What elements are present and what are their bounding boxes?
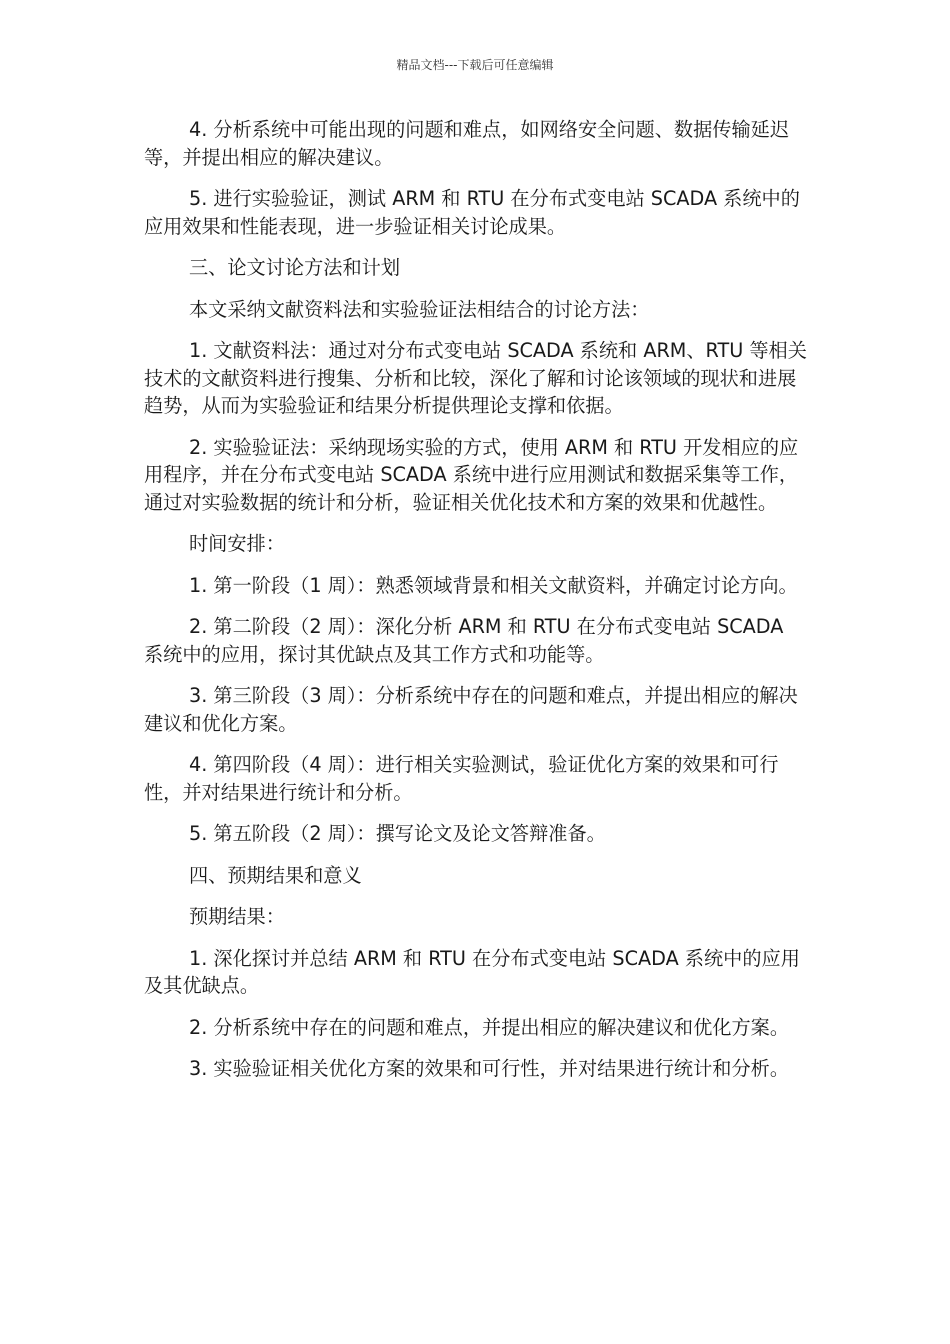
schedule-item-phase-3: 3. 第三阶段（3 周）：分析系统中存在的问题和难点，并提出相应的解决建议和优化方案。 [144, 684, 798, 735]
paragraph-methods-intro: 本文采纳文献资料法和实验验证法相结合的讨论方法： [189, 297, 650, 321]
paragraph-literature-method: 1. 文献资料法：通过对分布式变电站 SCADA 系统和 ARM、RTU 等相关技术的文献资料进行搜集、分析和比较，深化了解和讨论该领域的现状和进展趋势，从而为实验验证和结果分析提供理论支撑和依据。 [144, 339, 807, 417]
paragraph-item-4-issues: 4. 分析系统中可能出现的问题和难点，如网络安全问题、数据传输延迟等，并提出相应的解决建议。 [144, 118, 790, 169]
section-heading-methods: 三、论文讨论方法和计划 [189, 256, 401, 279]
document-body [144, 116, 808, 1097]
expected-results-heading: 预期结果： [189, 905, 285, 928]
page-header: 精品文档---下载后可任意编辑 [396, 58, 554, 72]
expected-result-item-3: 3. 实验验证相关优化方案的效果和可行性，并对结果进行统计和分析。 [189, 1057, 790, 1080]
schedule-item-phase-2: 2. 第二阶段（2 周）：深化分析 ARM 和 RTU 在分布式变电站 SCADA 系统中的应用，探讨其优缺点及其工作方式和功能等。 [144, 615, 784, 666]
section-heading-expected-results: 四、预期结果和意义 [189, 863, 362, 887]
paragraph-item-5-validation: 5. 进行实验验证，测试 ARM 和 RTU 在分布式变电站 SCADA 系统中的应用效果和性能表现，进一步验证相关讨论成果。 [144, 187, 800, 238]
expected-result-item-1: 1. 深化探讨并总结 ARM 和 RTU 在分布式变电站 SCADA 系统中的应用及其优缺点。 [144, 946, 800, 997]
schedule-heading: 时间安排： [189, 532, 285, 555]
schedule-item-phase-1: 1. 第一阶段（1 周）：熟悉领域背景和相关文献资料，并确定讨论方向。 [189, 573, 798, 597]
paragraph-experiment-method: 2. 实验验证法：采纳现场实验的方式，使用 ARM 和 RTU 开发相应的应用程序，并在分布式变电站 SCADA 系统中进行应用测试和数据采集等工作，通过对实验数据的统计和分析，验证相关优化技术和方案的效果和优越性。 [144, 435, 799, 514]
schedule-item-phase-4: 4. 第四阶段（4 周）：进行相关实验测试，验证优化方案的效果和可行性，并对结果进行统计和分析。 [144, 753, 779, 804]
schedule-item-phase-5: 5. 第五阶段（2 周）：撰写论文及论文答辩准备。 [189, 822, 606, 845]
expected-result-item-2: 2. 分析系统中存在的问题和难点，并提出相应的解决建议和优化方案。 [189, 1015, 790, 1039]
